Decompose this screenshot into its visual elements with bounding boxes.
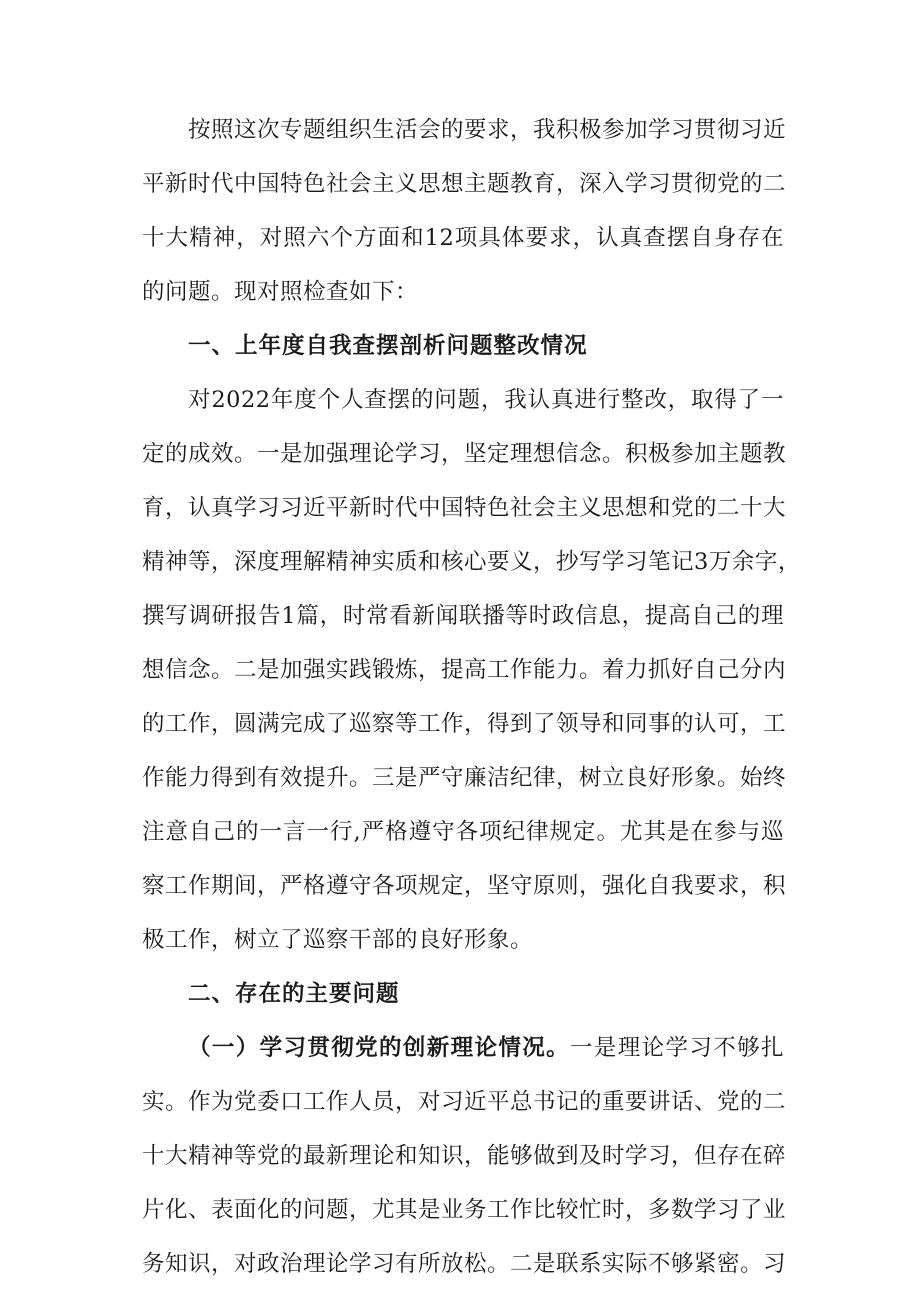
paragraph-line: 想信念。二是加强实践锻炼，提高工作能力。着力抓好自己分内 [142, 657, 787, 683]
paragraph-line: 的问题。现对照检查如下： [142, 279, 419, 305]
paragraph-line: 十大精神等党的最新理论和知识，能够做到及时学习，但存在碎 [142, 1143, 787, 1169]
paragraph-line: 对2022年度个人查摆的问题，我认真进行整改，取得了一 [188, 387, 784, 413]
section-heading: 二、存在的主要问题 [188, 981, 400, 1007]
paragraph-line: 撰写调研报告1篇，时常看新闻联播等时政信息，提高自己的理 [142, 603, 784, 629]
paragraph-line: 极工作，树立了巡察干部的良好形象。 [142, 927, 534, 953]
paragraph-line: 定的成效。一是加强理论学习，坚定理想信念。积极参加主题教 [142, 441, 787, 467]
paragraph-line: 的工作，圆满完成了巡察等工作，得到了领导和同事的认可，工 [142, 711, 787, 737]
problems-paragraph [142, 1024, 787, 1294]
line-rest: 一是理论学习不够扎 [569, 1035, 784, 1061]
section-heading: 一、上年度自我查摆剖析问题整改情况 [188, 333, 588, 359]
rectification-paragraph [142, 376, 801, 970]
document-body [142, 106, 801, 1294]
paragraph-line: 作能力得到有效提升。三是严守廉洁纪律，树立良好形象。始终 [142, 765, 787, 791]
intro-paragraph [142, 106, 787, 322]
paragraph-line: 注意自己的一言一行,严格遵守各项纪律规定。尤其是在参与巡 [142, 819, 784, 845]
paragraph-line: 察工作期间，严格遵守各项规定，坚守原则，强化自我要求，积 [142, 873, 787, 899]
paragraph-line: 务知识，对政治理论学习有所放松。二是联系实际不够紧密。习 [142, 1251, 787, 1277]
paragraph-line-with-lead [188, 1024, 784, 1078]
paragraph-line: 平新时代中国特色社会主义思想主题教育，深入学习贯彻党的二 [142, 171, 787, 197]
paragraph-line: 按照这次专题组织生活会的要求，我积极参加学习贯彻习近 [188, 117, 787, 143]
paragraph-line: 育，认真学习习近平新时代中国特色社会主义思想和党的二十大 [142, 495, 787, 521]
subsection-lead: （一）学习贯彻党的创新理论情况。 [188, 1035, 570, 1061]
paragraph-line: 十大精神，对照六个方面和12项具体要求，认真查摆自身存在 [142, 225, 784, 251]
paragraph-line: 实。作为党委口工作人员，对习近平总书记的重要讲话、党的二 [142, 1089, 787, 1115]
paragraph-line: 精神等，深度理解精神实质和核心要义，抄写学习笔记3万余字， [142, 549, 801, 575]
paragraph-line: 片化、表面化的问题，尤其是业务工作比较忙时，多数学习了业 [142, 1197, 787, 1223]
